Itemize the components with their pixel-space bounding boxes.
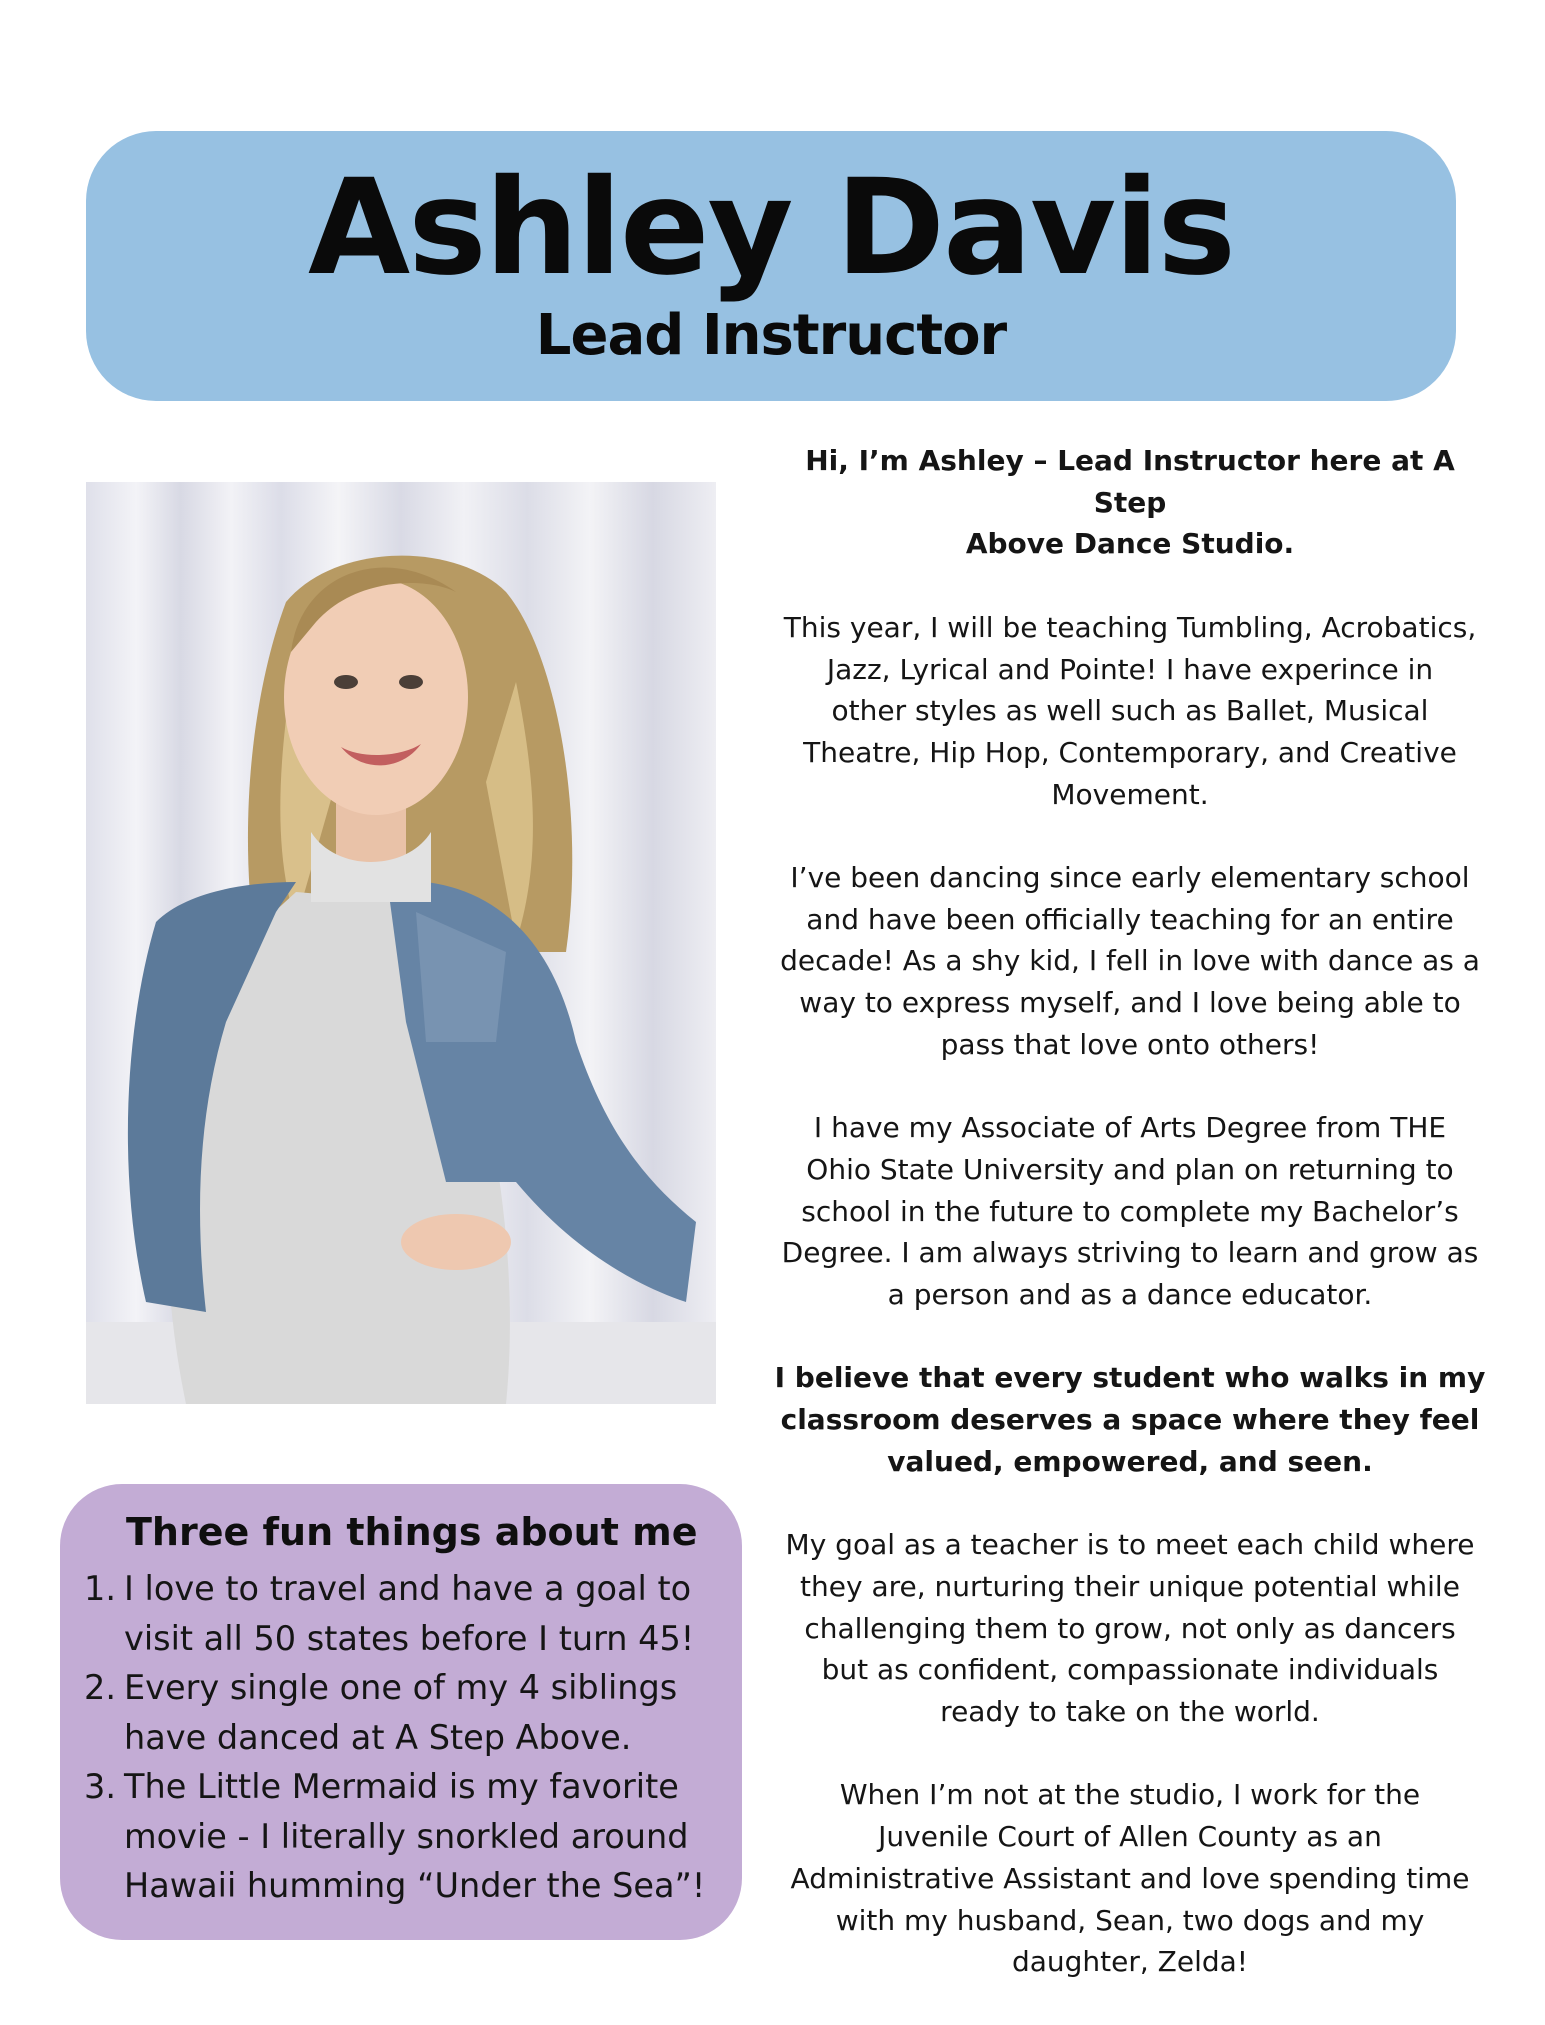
list-text: The Little Mermaid is my favorite [124,1767,679,1806]
text-line: with my husband, Sean, two dogs and my [835,1903,1425,1937]
text-line: valued, empowered, and seen. [887,1444,1373,1478]
text-line: I believe that every student who walks in my [774,1361,1486,1395]
history-paragraph [770,857,1490,1066]
list-text: Hawaii humming “Under the Sea”! [124,1866,706,1905]
text-line: My goal as a teacher is to meet each child where [785,1528,1475,1562]
text-line: daughter, Zelda! [1011,1945,1249,1979]
intro-paragraph [770,440,1490,565]
portrait-illustration-icon [86,482,716,1404]
fun-facts-list [84,1564,724,1911]
list-text: movie - I literally snorkled around [124,1816,689,1856]
list-number: 2. [84,1668,116,1707]
text-line: decade! As a shy kid, I fell in love with dance as a [780,944,1480,978]
text-line: they are, nurturing their unique potential while [800,1569,1460,1603]
list-text: visit all 50 states before I turn 45! [124,1618,695,1658]
education-paragraph [770,1107,1490,1316]
text-line: Degree. I am always striving to learn and grow as [781,1236,1479,1270]
list-item [84,1762,724,1911]
header-banner [86,131,1456,401]
text-line: Juvenile Court of Allen County as an [878,1820,1382,1854]
text-line: When I’m not at the studio, I work for the [839,1778,1421,1812]
bio-text [770,440,1490,2025]
page-title: Ashley Davis [308,151,1234,305]
list-text: Every single one of my 4 siblings [124,1668,678,1707]
text-line: and have been officially teaching for an entire [806,902,1454,936]
list-number: 1. [84,1569,116,1608]
fun-facts-box [60,1484,742,1940]
text-line: school in the future to complete my Bachelor’s [801,1194,1459,1228]
text-line: other styles as well such as Ballet, Musical [831,694,1429,728]
portrait-photo [86,482,716,1404]
fun-facts-title: Three fun things about me [126,1510,698,1554]
belief-paragraph [770,1357,1490,1482]
list-text: have danced at A Step Above. [124,1717,632,1757]
intro-line: Above Dance Studio. [965,527,1295,561]
text-line: challenging them to grow, not only as dancers [804,1611,1456,1645]
text-line: pass that love onto others! [940,1027,1320,1061]
text-line: Jazz, Lyrical and Pointe! I have experince in [826,652,1434,686]
goal-paragraph [770,1524,1490,1733]
text-line: I’ve been dancing since early elementary school [790,861,1470,894]
text-line: I have my Associate of Arts Degree from THE [813,1111,1447,1145]
list-item [84,1564,724,1663]
list-text: I love to travel and have a goal to [124,1569,692,1608]
text-line: Movement. [1051,777,1209,811]
text-line: way to express myself, and I love being able to [799,986,1461,1020]
text-line: Ohio State University and plan on returning to [806,1152,1454,1186]
text-line: a person and as a dance educator. [887,1278,1373,1312]
text-line: ready to take on the world. [940,1695,1320,1729]
text-line: Administrative Assistant and love spending time [790,1861,1470,1895]
personal-paragraph [770,1774,1490,1983]
intro-line: Hi, I’m Ashley – Lead Instructor here at A Step [805,444,1455,519]
teaching-paragraph [770,607,1490,816]
text-line: Theatre, Hip Hop, Contemporary, and Creative [803,735,1457,769]
list-item [84,1663,724,1762]
text-line: classroom deserves a space where they feel [780,1403,1480,1437]
text-line: but as confident, compassionate individuals [821,1653,1439,1687]
list-number: 3. [84,1767,116,1806]
job-title: Lead Instructor [535,303,1007,368]
text-line: This year, I will be teaching Tumbling, Acrobatics, [783,610,1477,644]
